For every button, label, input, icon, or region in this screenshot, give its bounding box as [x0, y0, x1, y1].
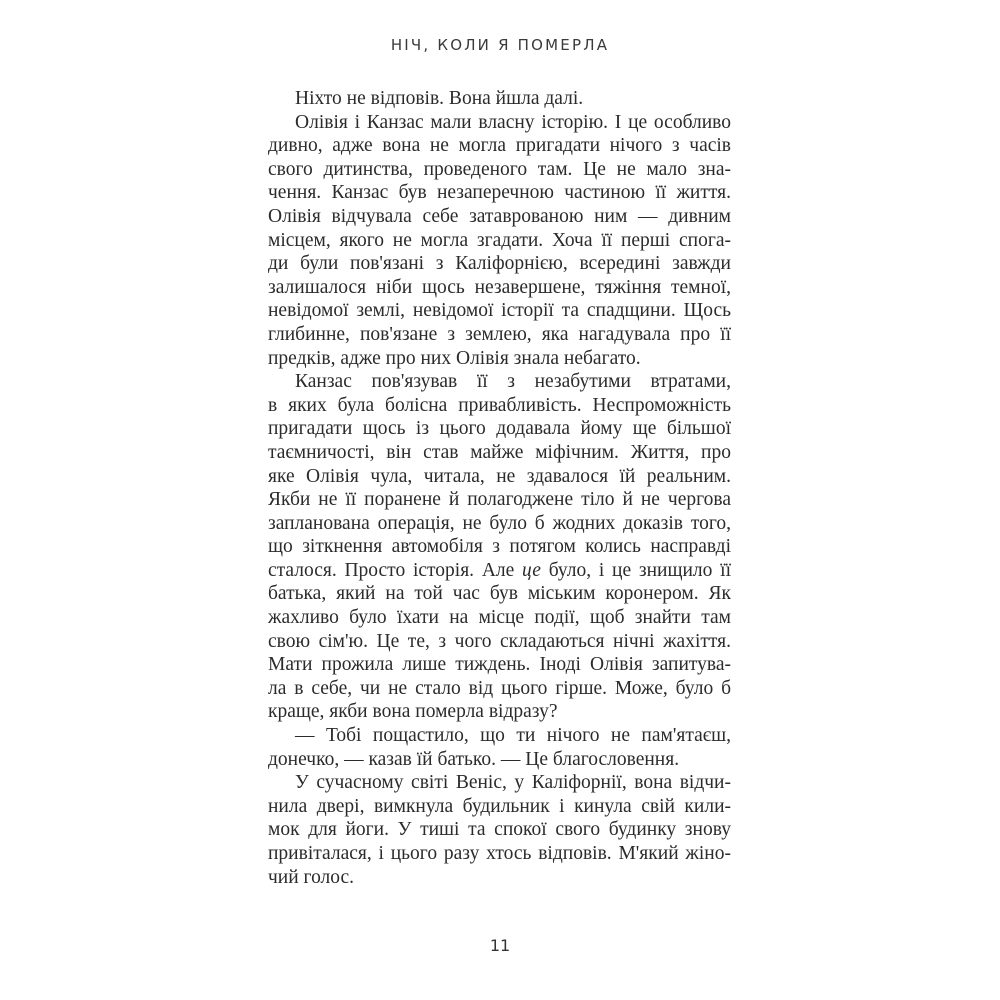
text-line: ди були пов'язані з Каліфорнією, всередині завжди: [268, 253, 731, 275]
text-line: чий голос.: [268, 866, 355, 888]
text-line: запланована операція, не було б жодних доказів того,: [268, 512, 731, 534]
text-line: яке Олівія чула, читала, не здавалося їй реальним.: [268, 465, 731, 487]
text-line: краще, якби вона померла відразу?: [268, 701, 558, 723]
text-line: предків, адже про них Олівія знала небагато.: [268, 347, 641, 369]
text-line: нила двері, вимкнула будильник і кинула свій кили-: [268, 795, 731, 817]
text-line: Мати прожила лише тиждень. Іноді Олівія запитува-: [268, 654, 731, 676]
body-text: [268, 87, 731, 889]
text-line: залишалося ніби щось незавершене, тяжіння темної,: [268, 276, 731, 298]
text-line: пригадати щось із цього додавала йому ще більшої: [268, 418, 731, 440]
running-header: НІЧ, КОЛИ Я ПОМЕРЛА: [390, 36, 610, 54]
text-line: що зіткнення автомобіля з потягом колись насправді: [268, 536, 731, 558]
text-line: ла в себе, чи не стало від цього гірше. Може, було б: [268, 677, 731, 699]
italic-emphasis: це: [522, 559, 541, 581]
text-line: Олівія і Канзас мали власну історію. І це особливо: [295, 111, 731, 133]
text-line: — Тобі пощастило, що ти нічого не пам'ятаєш,: [295, 725, 731, 747]
text-line: місцем, якого не могла згадати. Хоча її перші спога-: [268, 229, 731, 251]
text-line: Олівія відчувала себе затаврованою ним — дивним: [268, 205, 731, 227]
text-line: глибинне, пов'язане з землею, яка нагадувала про її: [268, 323, 731, 345]
text-line: Якби не її поранене й полагоджене тіло й не чергова: [268, 489, 731, 511]
text-line: донечко, — казав їй батько. — Це благословення.: [268, 748, 680, 770]
text-line: чення. Канзас був незаперечною частиною її життя.: [268, 182, 731, 204]
text-line: жахливо було їхати на місце події, щоб знайти там: [268, 607, 731, 629]
text-line: таємничості, він став майже міфічним. Життя, про: [268, 441, 731, 463]
text-line: дивно, адже вона не могла пригадати нічого з часів: [268, 135, 731, 157]
text-line: привіталася, і цього разу хтось відповів. М'який жіно-: [268, 843, 731, 864]
text-line: Ніхто не відповів. Вона йшла далі.: [295, 88, 584, 109]
text-line: батька, який на той час був міським коронером. Як: [268, 583, 731, 605]
page-number: 11: [489, 936, 511, 955]
text-segment: сталося. Просто історія. Але: [268, 559, 523, 581]
text-line: мок для йоги. У тиші та спокої свого будинку знову: [268, 819, 731, 841]
text-line: невідомої землі, невідомої історії та спадщини. Щось: [268, 300, 731, 322]
text-line: в яких була болісна привабливість. Неспроможність: [268, 394, 731, 416]
text-line: [268, 559, 731, 583]
text-line: Канзас пов'язував її з незабутими втратами,: [295, 371, 731, 393]
text-line: У сучасному світі Веніс, у Каліфорнії, вона відчи-: [295, 772, 731, 794]
text-line: свою сім'ю. Це те, з чого складаються нічні жахіття.: [268, 630, 731, 652]
text-segment: було, і це знищило її: [540, 559, 731, 581]
text-line: свого дитинства, проведеного там. Це не мало зна-: [268, 158, 731, 180]
